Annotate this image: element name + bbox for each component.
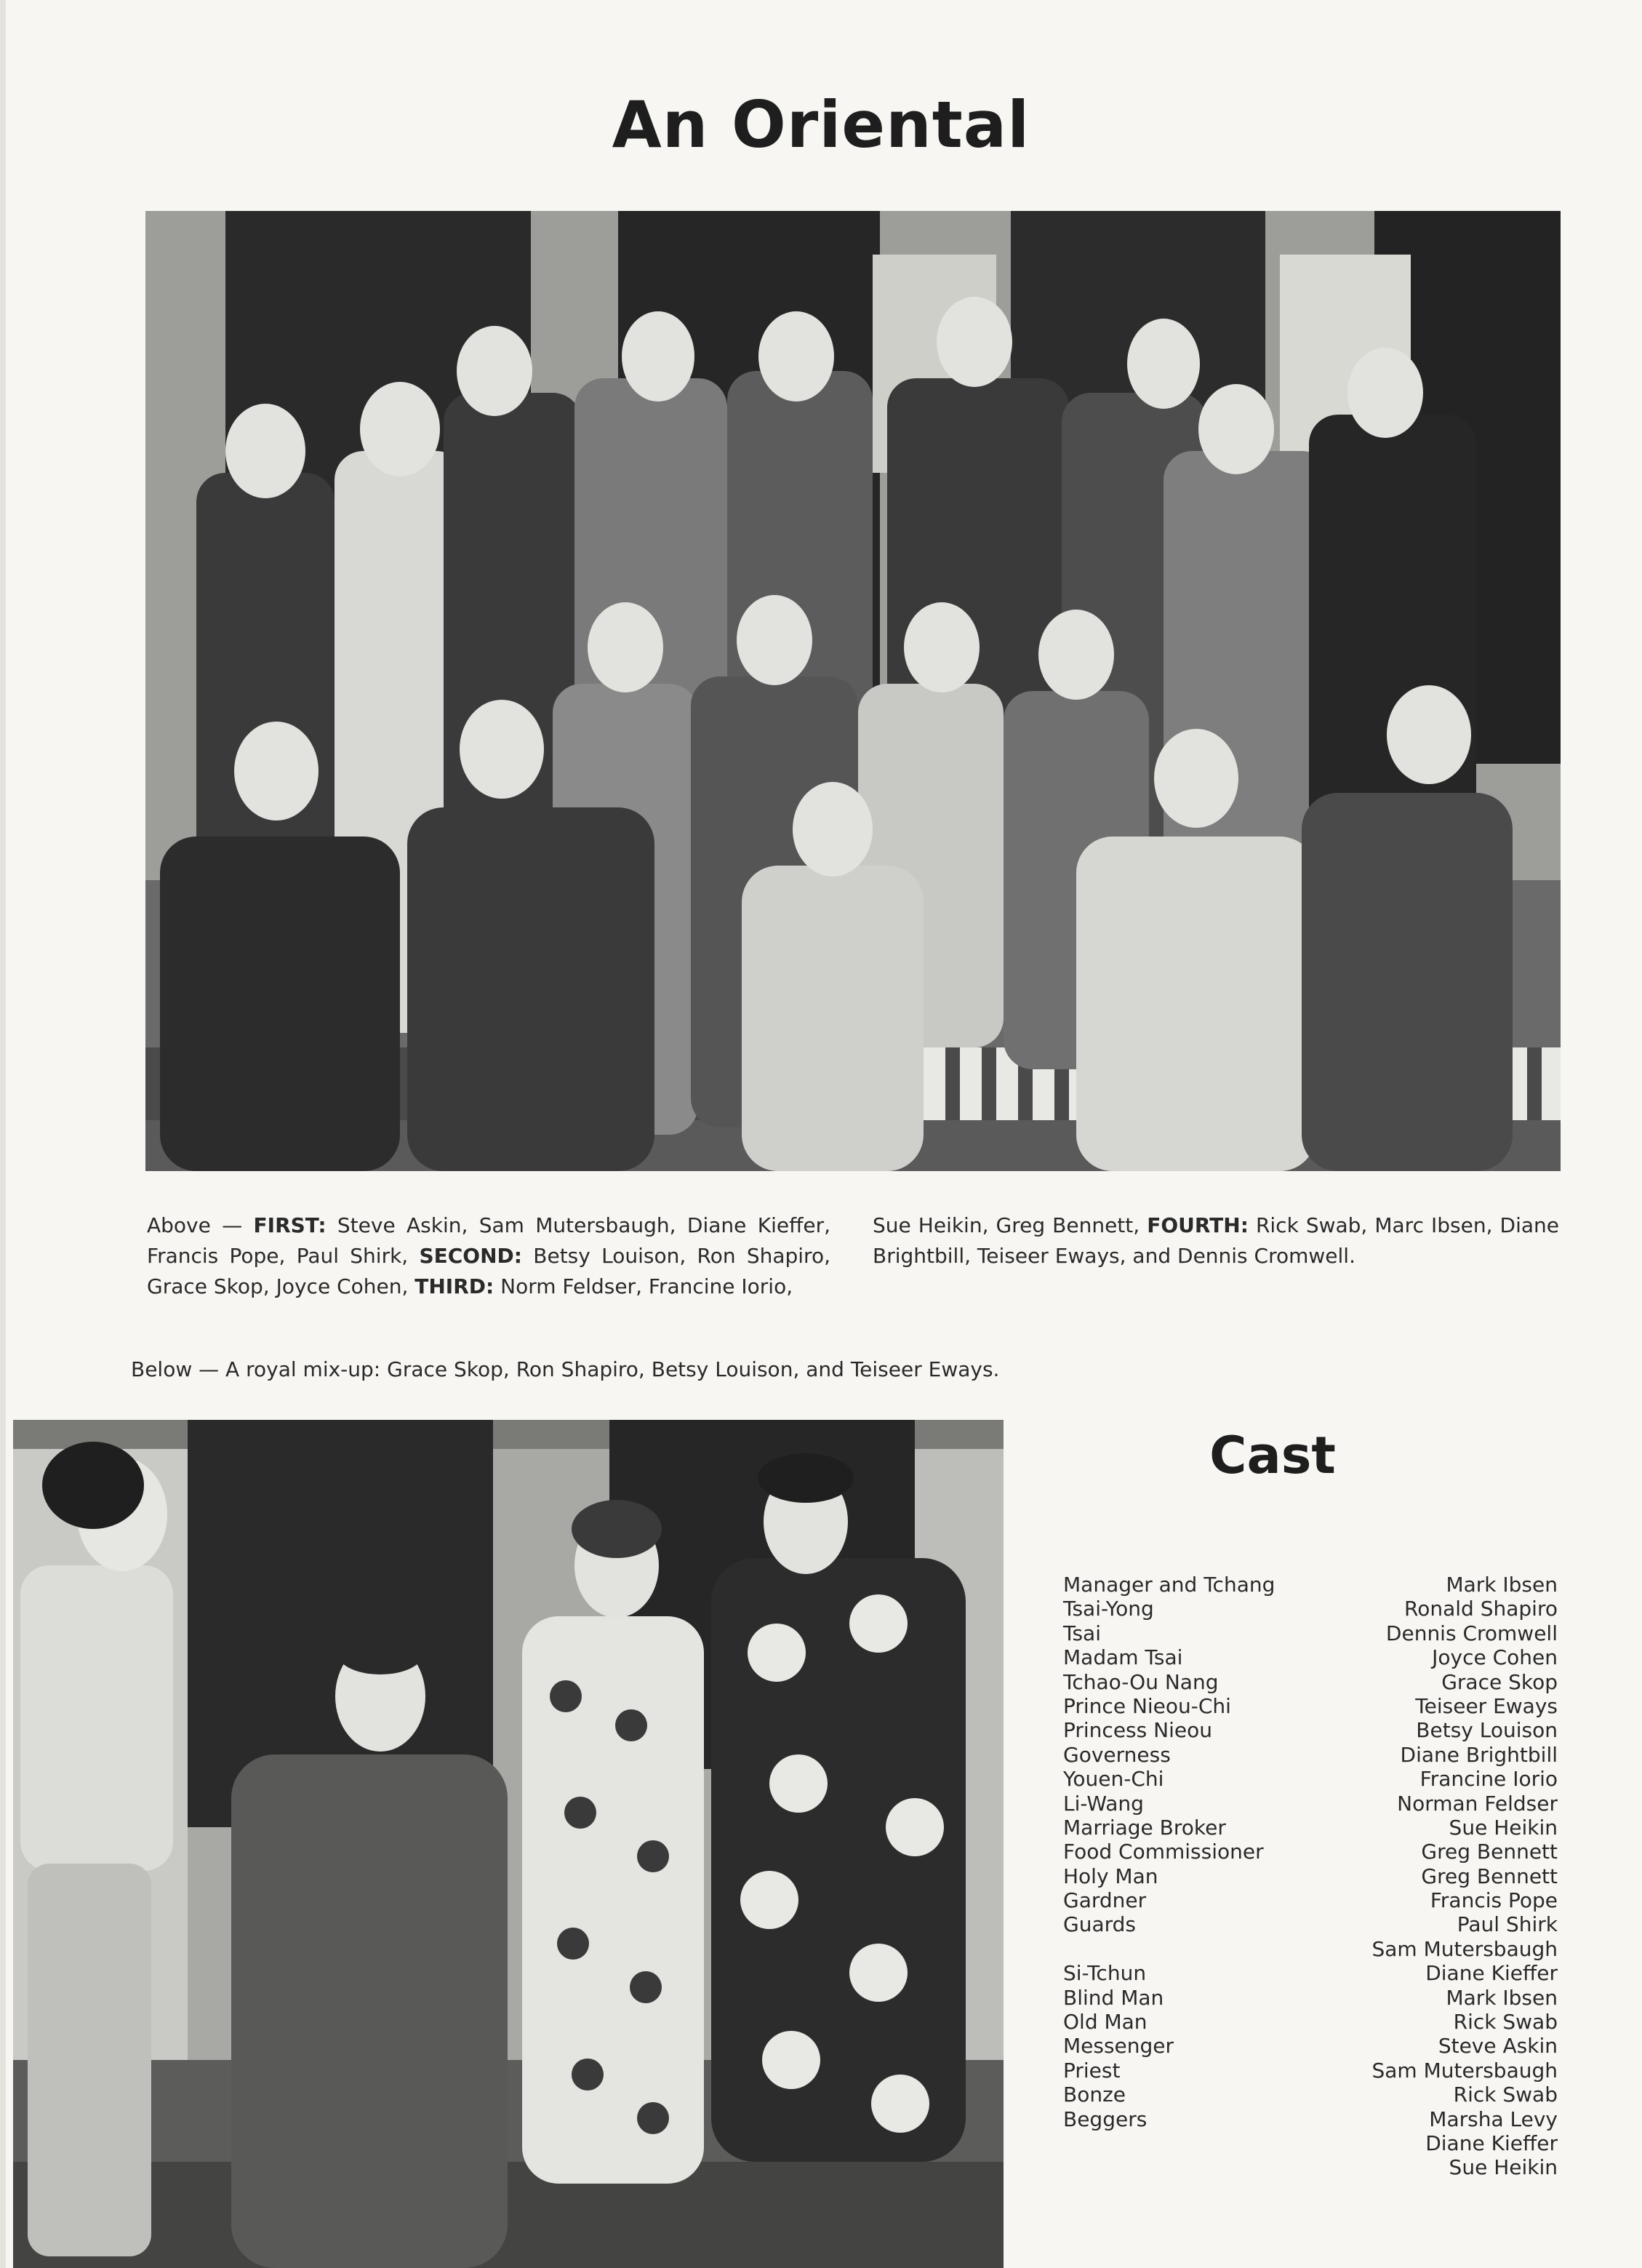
cast-role: Priest	[1063, 2058, 1121, 2083]
top-photo-caption-left	[147, 1210, 830, 1302]
cast-role: Holy Man	[1063, 1864, 1158, 1888]
cast-row	[1063, 1888, 1558, 1912]
cast-row	[1063, 1937, 1558, 1961]
cast-role: Bonze	[1063, 2083, 1126, 2107]
cast-row	[1063, 1694, 1558, 1718]
bottom-photo-caption: Below — A royal mix-up: Grace Skop, Ron Shapiro, Betsy Louison, and Teiseer Eways.	[131, 1357, 1000, 1381]
cast-actor: Diane Kieffer	[1425, 1961, 1558, 1986]
cast-actor: Sam Mutersbaugh	[1371, 1936, 1558, 1961]
cast-role: Si-Tchun	[1063, 1961, 1147, 1986]
cast-row	[1063, 1816, 1558, 1840]
cast-row	[1063, 1621, 1558, 1645]
cast-list	[1063, 1573, 1558, 2180]
cast-actor: Betsy Louison	[1416, 1718, 1558, 1743]
caption-text: Above —	[147, 1213, 254, 1237]
cast-role: Madam Tsai	[1063, 1645, 1183, 1670]
cast-actor: Sue Heikin	[1449, 1815, 1558, 1840]
cast-actor: Joyce Cohen	[1432, 1645, 1558, 1670]
cast-actor: Francis Pope	[1430, 1888, 1558, 1913]
cast-row	[1063, 1912, 1558, 1936]
cast-role: Beggers	[1063, 2107, 1148, 2131]
cast-actor: Diane Brightbill	[1400, 1742, 1558, 1767]
cast-actor: Marsha Levy	[1429, 2107, 1558, 2131]
cast-role: Marriage Broker	[1063, 1815, 1226, 1840]
cast-row	[1063, 1864, 1558, 1888]
cast-row	[1063, 1767, 1558, 1791]
cast-row	[1063, 2059, 1558, 2083]
cast-actor: Paul Shirk	[1457, 1912, 1558, 1937]
cast-actor: Mark Ibsen	[1446, 1985, 1558, 2010]
cast-actor: Greg Bennett	[1421, 1840, 1558, 1864]
cast-row	[1063, 2155, 1558, 2179]
royal-mixup-photo-image	[13, 1420, 1004, 2268]
cast-row	[1063, 1792, 1558, 1816]
cast-actor: Steve Askin	[1438, 2034, 1558, 2059]
cast-actor: Teiseer Eways	[1415, 1693, 1558, 1718]
cast-row	[1063, 2131, 1558, 2155]
cast-row	[1063, 2107, 1558, 2131]
cast-row	[1063, 1718, 1558, 1742]
cast-row	[1063, 1961, 1558, 1985]
cast-actor: Francine Iorio	[1419, 1767, 1558, 1792]
cast-role: Messenger	[1063, 2034, 1174, 2059]
cast-role: Manager and Tchang	[1063, 1573, 1275, 1597]
caption-text: Betsy Louison, Ron Shapiro, Grace Skop, Joyce Cohen,	[147, 1244, 830, 1298]
cast-actor: Greg Bennett	[1421, 1864, 1558, 1888]
cast-actor: Norman Feldser	[1397, 1791, 1558, 1816]
cast-role: Governess	[1063, 1742, 1171, 1767]
page-title: An Oriental	[612, 87, 1030, 162]
top-photo-caption-right	[873, 1210, 1559, 1271]
caption-row-label: FIRST:	[253, 1213, 327, 1237]
cast-role: Youen-Chi	[1063, 1767, 1164, 1792]
cast-role: Tchao-Ou Nang	[1063, 1669, 1219, 1694]
caption-text: Steve Askin, Sam Mutersbaugh, Diane Kieffer, Francis Pope, Paul Shirk,	[147, 1213, 831, 1268]
cast-actor: Grace Skop	[1441, 1669, 1558, 1694]
cast-role: Food Commissioner	[1063, 1840, 1264, 1864]
caption-row-label: THIRD:	[414, 1274, 494, 1298]
cast-actor: Rick Swab	[1453, 2010, 1558, 2035]
cast-heading: Cast	[1209, 1426, 1336, 1485]
cast-actor: Sue Heikin	[1449, 2155, 1558, 2180]
cast-row	[1063, 2034, 1558, 2058]
cast-role: Old Man	[1063, 2010, 1148, 2035]
cast-group-photo-image	[145, 211, 1561, 1171]
cast-actor: Dennis Cromwell	[1385, 1621, 1558, 1645]
caption-text: Norm Feldser, Francine Iorio,	[494, 1274, 793, 1298]
cast-row	[1063, 1840, 1558, 1864]
cast-row	[1063, 1743, 1558, 1767]
cast-role: Li-Wang	[1063, 1791, 1144, 1816]
cast-row	[1063, 1986, 1558, 2010]
cast-row	[1063, 2010, 1558, 2034]
cast-row	[1063, 1645, 1558, 1669]
caption-text: Sue Heikin, Greg Bennett,	[873, 1213, 1148, 1237]
cast-group-photo	[145, 211, 1561, 1171]
caption-row-label: SECOND:	[419, 1244, 522, 1268]
cast-row	[1063, 1670, 1558, 1694]
cast-row	[1063, 2083, 1558, 2107]
cast-role: Prince Nieou-Chi	[1063, 1693, 1231, 1718]
cast-role: Guards	[1063, 1912, 1136, 1937]
cast-role: Gardner	[1063, 1888, 1147, 1913]
page-binding-edge	[0, 0, 6, 2268]
cast-actor: Ronald Shapiro	[1404, 1597, 1558, 1621]
cast-actor: Rick Swab	[1453, 2083, 1558, 2107]
cast-role: Princess Nieou	[1063, 1718, 1212, 1743]
cast-row	[1063, 1597, 1558, 1621]
caption-row-label: FOURTH:	[1147, 1213, 1249, 1237]
cast-actor: Sam Mutersbaugh	[1371, 2058, 1558, 2083]
cast-row	[1063, 1573, 1558, 1597]
royal-mixup-photo	[13, 1420, 1004, 2268]
cast-role: Tsai	[1063, 1621, 1101, 1645]
cast-role: Blind Man	[1063, 1985, 1164, 2010]
caption-text: Rick Swab, Marc Ibsen, Diane Brightbill, Teiseer Eways, and Dennis Cromwell.	[873, 1213, 1560, 1268]
cast-actor: Diane Kieffer	[1425, 2131, 1558, 2155]
cast-actor: Mark Ibsen	[1446, 1573, 1558, 1597]
cast-role: Tsai-Yong	[1063, 1597, 1154, 1621]
